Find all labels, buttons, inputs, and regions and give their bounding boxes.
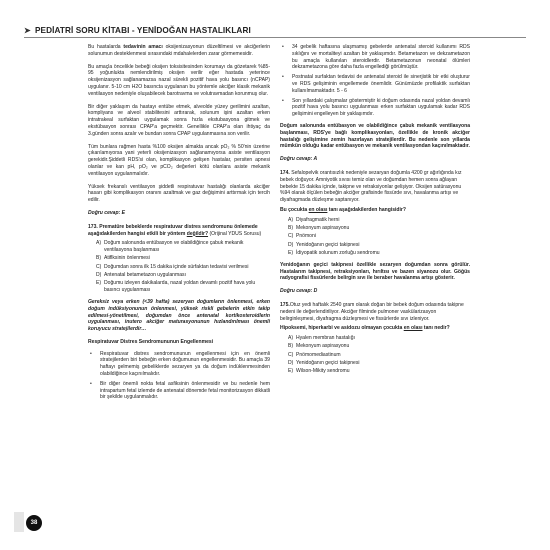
bullet-item: • 34 gebelik haftasına ulaşmamış gebelerde antenatal steroid kullanımı RDS sıklığını ve mortaliteyi azaltan bir yaklaşımdır. Betametazon ve dekzametazon bu amaçla kullanılan steroidlerdir. Betametazonun neonatal ölümleri dekzametazona göre daha fazla engellediği görülmüştür. (282, 44, 470, 71)
option-b: B) Atiflksinin önlenmesi (96, 255, 150, 262)
option-d: D) Yenidoğanın geçici takipnesi (288, 359, 360, 366)
option-e: E) Wilson-Mikity sendromu (288, 368, 350, 375)
options-173 (96, 240, 270, 294)
question-175-prompt: Hipoksemi, hiperkarbi ve asidozu olmayan çocukta en olası tanı nedir? (280, 325, 450, 332)
bullet-item: • Bir diğer önemli nokta fetal asfiksinin önlenmesidir ve bu nedenle hem intrapartum fetal izlemde de antenatal dönemde fetal monitorizasyon dikkatli bir şekilde uygulanmalıdır. (90, 380, 271, 401)
paragraph-treatment-goal: Bu hastalarda tedavinin amacı oksijenizasyonun düzeltilmesi ve akciğerlerin solunumun desteklenmesi sırasındaki mdahalelerden zarar görmemesidir. (88, 44, 271, 57)
options-174 (288, 217, 470, 257)
option-c: C) Doğumdan sonra ilk 15 dakika içinde sürfaktan tedavisi verilmesi (96, 263, 249, 270)
explanation-173: Gereksiz veya erken (<39 hafta) sezeryan doğumların önlenmesi, erken doğum indüksiyonunun önlenmesi, yüksek riskli gebelerin etkin takip edilmesi-yönetilmesi, doğumdan önce antenatal kortikosteroidlerin uygulanması, inutero akciğer maturasyonunun hızlandırılması önemli koruyucu stratejilerdir… (88, 298, 270, 333)
right-column (280, 44, 470, 380)
question-173: 173. Prematüre bebeklerde respiratuvar distres sendromunu önlemede aşağıdakilerden hangisi etkili bir yöntem değildir? (Orijinal YDUS Sorusu) (88, 223, 262, 237)
answer-label: Doğru cevap: A (280, 156, 318, 163)
bullet-icon: • (282, 74, 284, 81)
explanation-174: Yenidoğanın geçici takipnesi özellikle sezaryen doğumdan sonra görülür. Hastalarım takipnesi, retraksiyonları, hırıltısı ve bazen siyanozu olur. Göğüs radyografisi fissürlerde belirgin sıvı ile beraber havalanma artışı gösterir. (280, 261, 470, 282)
option-b: B) Mekonyum aspirasyonu (288, 343, 350, 350)
bullet-icon: • (282, 97, 284, 104)
option-d: D) Antenatal betametazon uygulanması (96, 272, 186, 279)
bullet-list-right (280, 44, 470, 118)
question-174: 174. Sefalopelvik orantısızlık nedeniyle sezaryan doğumla 4200 gr ağırlığında kız bebek doğuyor. Amniyotik sıvısı temiz olan ve doğumdan hemen sonra ağlayan bebekte 15 dakika içinde, takipne ve retraksiyonlar gelişiyor. Oksijen satürasyonu %94 olarak ölçülen bebeğin akciğer grafisinde fissürde sıvı, havalanma artışı ve diyafragmada düzleşme saptanıyor. (280, 169, 462, 204)
bullet-icon: • (90, 350, 92, 357)
bullet-item: • Respiratuvar distres sendromununun engellenmesi için en önemli stratejilerden biri bebeğin erken doğumunun engellenmesidir. Bu amaçla 39 haftayı gelmemiş gebeliklerde sezaryen ya da doğum indüklenmesinden olabildiğince kaçınılmalıdır. (90, 350, 270, 378)
option-e: E) İdiyopatik solunum zorluğu sendromu (288, 249, 380, 256)
bullet-icon: • (90, 380, 92, 387)
section-heading: Respiratuvar Distres Sendromununun Engellenmesi (88, 338, 214, 345)
bullet-item: • Postnatal surfaktan tedavisi de antenatal steroid ile sinerjistik bir etki oluşturur ve RDS gelişiminin engellemede önemlidir. Günümüzde profilaktik surfaktan kullanılmamaktadır. 5 - 6 (282, 74, 470, 94)
answer-label: Doğru cevap: E (88, 209, 126, 216)
question-175: 175.Otuz yedi haftalık 2540 gram olarak doğan bir bebek doğum odasında takipne nedeni ile değerlendiriliyor. Akciğer filminde pulmoner vaskülarizasyon belirginleşmesi, diyafragma düzleşmesi ve fissürlerde sıvı izleniyor. (280, 301, 464, 322)
option-c: C) Pnömoni (288, 233, 316, 240)
paragraph-high-frequency: Yüksek frekanslı ventilasyon şiddetli respiratuvar hastalığı olanlarda akciğer hasarı gibi komplikasyon oranını azaltmak ve gaz değişimini arttırmak için tercih edilir. (88, 183, 270, 204)
question-174-prompt: Bu çocukta en olası tanı aşağıdakilerden hangisidir? (280, 206, 406, 213)
header-title: PEDİATRİ SORU KİTABI - YENİDOĞAN HASTALIKLARI (34, 26, 251, 35)
paragraph-ncpap: Bu amaçla öncelikle bebeği oksijen toksisitesinden korumayı da gözetarek %85-95 yoğunlukta nemlendirilmiş oksijen verilir eğer hastada yeterince oksijenizasyon sağlanamazsa nazal sürekli pozitif hava yolu basıncı (nCPAP) uygulanır. 5-10 cm H2O basıncta uygulanan bu yöntemle akciğer klasik mekanik ventilasyon nedeniyle oluşabilecek barotravma ve volutravmadan korunmuş olur. (88, 63, 270, 97)
option-e: E) Doğumu izleyen dakikalarda, nazal yoldan devamlı pozitif hava yolu basıncı uygulanması (96, 280, 256, 294)
header-divider (24, 37, 526, 38)
options-175 (288, 335, 470, 375)
option-a: A) Doğum salonunda entübasyon ve olabildiğince çabuk mekanik ventilasyona başlanması (96, 240, 244, 254)
option-c: C) Pnömomediastinum (288, 351, 341, 358)
option-a: A) Hyalen membran hastalığı (288, 335, 355, 342)
arrow-icon: ➤ (24, 26, 31, 35)
bullet-item: • Son yıllardaki çalışmalar göstermiştir ki doğum odasında nazal yoldan devamlı pozitif hava yolu basıncı uygulanması erken surfaktan uygulamak kadar RDS gelişimini engelleyen bir yaklaşımdır. (282, 97, 470, 118)
page-corner-tab (14, 512, 24, 532)
option-a: A) Diyafragmatik herni (288, 216, 340, 223)
left-column (88, 44, 270, 406)
paragraph-assisted-ventilation: Tüm bunlara rağmen hasta %100 oksijen almakta ancak pO₂ % 50'nin üzerine çıkarılamıyorsa yani yeterli oksijenizasyon sağlanamıyorsa asiste ventilasyon gerekidir.Şiddetli RDS'si olan, komplikasyon gelişen hastalar, persiten apnesi olanlar ve kan pH, pO₂ ve pCO₂ değerleri kötü olanlara asiste mekanik ventilasyon uygulanmalıdır. (88, 143, 270, 177)
bullet-list-left (88, 351, 270, 402)
option-d: D) Yenidoğanın geçici takipnesi (288, 241, 360, 248)
answer-label: Doğru cevap: D (280, 288, 318, 295)
bullet-icon: • (282, 44, 284, 50)
paragraph-surfactant: Bir diğer yaklaşım da hastayı entübe etmek, alveolde yüzey gerilimini azaltan, kompliyans ve alveol stabilitesini arttırarak, solunum işini azaltan erken intratrakeal surfaktan uygulamak sonra hızla ekstubasyona gitmek ve ekstübasyon sonrası CPAP'a geçmektir. Genellikle CPAP'a olan ihtiyaç da 3.günden sonra azalır ve bundan sonra CPAP uygulanmasına son verilir. (88, 103, 270, 137)
page-number: 38 (26, 515, 42, 531)
paragraph-delivery-room: Doğum salonunda entübasyon ve olabildiğince çabuk mekanik ventilasyona başlanması, RDS'ye bağlı komplikasyonları, özellikle de kronik akciğer hastalığı gelişimine zemin hazırlayan stratejilerdir. Bu nedenle son yıllarda mümkün olduğu kadar entübasyon ve mekanik ventilasyondan kaçınılmaktadır. (280, 122, 470, 150)
running-header (24, 25, 251, 35)
option-b: B) Mekonyum aspirasyonu (288, 225, 350, 232)
